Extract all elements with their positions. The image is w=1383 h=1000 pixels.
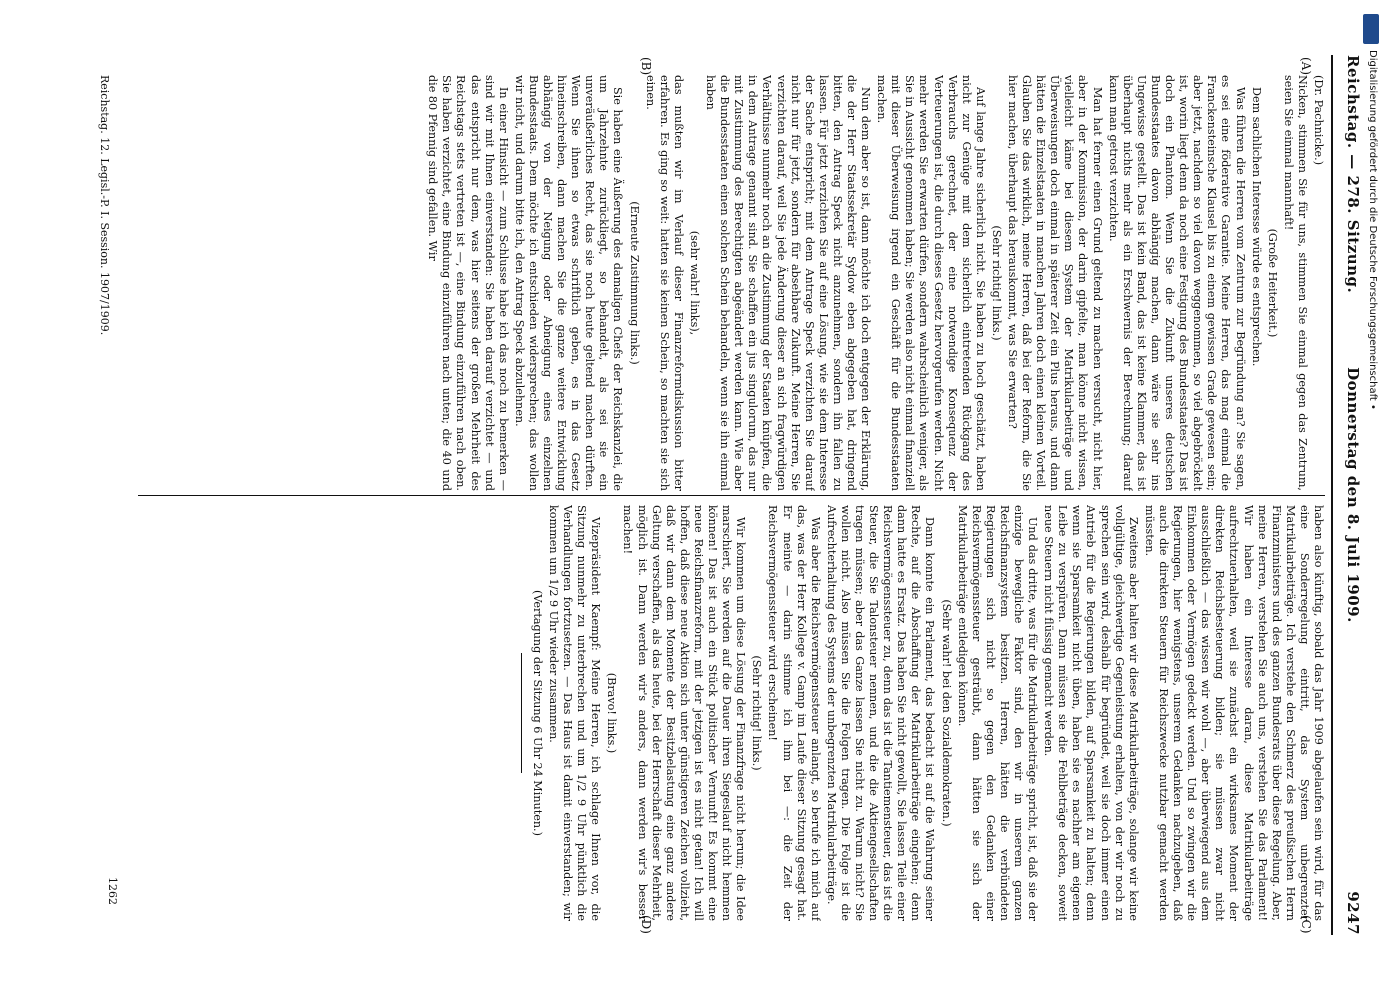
interjection: (Sehr richtig! links.) — [750, 655, 764, 771]
margin-letter-b: (B) — [639, 57, 653, 76]
header-session: Reichstag. — 278. Sitzung. — [1344, 55, 1362, 294]
interjection: (sehr wahr! links), — [687, 230, 701, 336]
interjection: (Sehr richtig! links.) — [989, 225, 1003, 341]
margin-letter-c: (C) — [1299, 915, 1313, 934]
column-divider — [138, 495, 1325, 496]
page-number: 9247 — [1344, 891, 1362, 935]
paragraph: Zweitens aber halten wir diese Matrikularbeiträge, solange wir keine vollgültige, gleichwertige Gegenleistung erhalten, von der wir noch zu sprechen sein wird, deshalb für begründet, weil sie doch immer einen Antrieb für die Regierungen bilden, auf Sparsamkeit zu halten; denn wenn sie Sparsamkeit nicht üben, haben sie es nachher am eigenen Leibe zu verspüren. Dann müssen sie die Fehlbeträge decken, soweit neue Steuern nicht flüssig gemacht werden. — [1042, 505, 1140, 921]
paragraph: Nicken, stimmen Sie für uns, stimmen Sie einmal gegen das Zentrum, seien Sie einmal mannhaft! — [1281, 75, 1309, 491]
paragraph: haben also künftig, sobald das Jahr 1909 abgelaufen sein wird, für das eine Sonderregelung eintritt, das System unbegrenzter Matrikularbeiträge. Ich verstehe den Schmerz des preußischen Herrn Finanzministers und des ganzen Bundesrats über diese Regelung. Aber, meine Herren, verstehen Sie auch uns, verstehen Sie das Parlament! Wir haben ein Interesse daran, diese Matrikularbeiträge aufrechtzuerhalten, weil sie zunächst ein wirksames Moment der direkten Reichsbesteuerung bilden; sie müssen zwar nicht ausschließlich — das wissen wir wohl —, aber überwiegend aus dem Einkommen oder Vermögen gedeckt werden. Und so zwingen wir die Regierungen, hier wenigstens, unserem Gedanken nachzugeben, daß auch die direkten Steuern für Reichszwecke nutzbar gemacht werden müssten. — [1142, 505, 1325, 921]
paragraph: Was führen die Herren vom Zentrum zur Begründung an? Sie sagen, es sei eine föderative Garantie. Meine Herren, das mag einmal die Franckensteinsche Klausel bis zu einem gewissen Grade gewesen sein; aber jetzt, nachdem so viel davon weggenommen, so viel abgebröckelt ist, worin liegt denn da noch eine Festigung des Bundesstaates? Das ist doch ein Phantom. Wenn Sie die Zukunft unseres deutschen Bundesstaates davon abhängig machen, dann wäre sie sehr ins Ungewisse gestellt. Das ist kein Band, das ist keine Klammer, das ist überhaupt nichts mehr als ein Erschwernis der Berechnung; darauf kann man getrost verzichten. — [1106, 75, 1247, 491]
paragraph: Dann konnte ein Parlament, das bedacht ist auf die Wahrung seiner Rechte, auf die Abschaffung der Matrikularbeiträge eingehen; denn dann hatte es Ersatz. Das haben Sie nicht gewollt, Sie lassen Teile einer Reichsvermögenssteuer zu, denn das ist die Tantiemensteuer, das ist die Steuer, die Sie Talonsteuer nennen, und die die Aktiengesellschaften tragen müssen; aber das Ganze lassen Sie nicht zu. Warum nicht? Sie wollen nicht. Also müssen Sie die Folgen tragen. Die Folge ist die Aufrechterhaltung des Systems der unbegrenzten Matrikularbeiträge. — [824, 505, 937, 921]
paragraph: Dem sachlichen Interesse würde es entsprechen. — [1249, 87, 1263, 367]
speaker-tag: (Dr. Pachnicke.) — [1312, 75, 1325, 166]
paragraph: In einer Hinsicht — zum Schlusse habe ich das noch zu bemerken — sind wir mit Ihnen einverstanden: Sie haben darauf verzichtet — und das entspricht nur dem, was hier seitens der großen Mehrheit des Reichstags stets vertreten ist —, eine Bindung einzuführen nach oben. Sie haben verzichtet, eine Bindung einzuführen nach unten; die 40 und die 80 Pfennig sind gefallen. Wir — [426, 75, 510, 491]
rotated-page — [98, 55, 1373, 935]
digitization-notice-text: Digitalisierung gefördert durch die Deutsche Forschungsgemeinschaft • — [1367, 50, 1378, 410]
header-date: Donnerstag den 8. Juli 1909. — [1344, 367, 1362, 623]
margin-letter-d: (D) — [639, 915, 653, 934]
right-column — [118, 505, 1325, 921]
adjournment-note: (Vertagung der Sitzung 6 Uhr 24 Minuten.) — [530, 590, 544, 836]
left-column — [118, 75, 1325, 491]
paragraph: Nun dem aber so ist, dann möchte ich doch entgegen der Erklärung, die der Herr Staatssekretär Sydow eben abgegeben hat, dringend bitten, den Antrag Speck nicht anzunehmen, sondern ihn fallen zu lassen. Für jetzt verzichten Sie auf eine Lösung, wie sie dem Interesse der Sache entspricht; mit dem Antrage Speck verzichten Sie darauf nicht nur für jetzt, sondern für absehbare Zukunft. Meine Herren, Sie verzichten darauf, weil Sie jede Änderung dieser an sich fragwürdigen Verhältnisse nunmehr noch an die Zustimmung der Staaten knüpfen, die in dem Antrage genannt sind. Sie schaffen ein jus singulorum, das nur mit Zustimmung des Berechtigten abgeändert werden kann. Wie aber die Bundesstaaten einen solchen Schein behandeln, wenn sie ihn einmal haben — [704, 75, 873, 491]
paragraph: Auf lange Jahre sicherlich nicht. Sie haben zu hoch geschätzt, haben nicht zur Genüge mit dem sicherlich eintretenden Rückgang des Verbrauchs gerechnet, der eine notwendige Konsequenz der Verteuerungen ist, die durch dieses Gesetz hervorgerufen werden. Nicht mehr werden Sie erwarten dürfen, sondern wahrscheinlich weniger, als Sie in Aussicht genommen haben; Sie werden also nicht einmal finanziell mit dieser Überweisung irgend ein Geschäft für die Bundesstaaten machen. — [875, 75, 987, 491]
paragraph: Wir kommen um diese Lösung der Finanzfrage nicht herum; die Idee marschiert, Sie werden auf die Dauer ihren Siegeslauf nicht hemmen können! Das ist auch ein Stück politischer Vernunft! Es kommt eine neue Reichsfinanzreform, mit der jetzigen ist es nicht getan! Ich will hoffen, daß diese neue Aktion sich unter günstigeren Zeichen vollzieht, daß wir dann dem Momente der Besitzbelastung eine ganz andere Geltung verschaffen, als das heute, bei der Herrschaft dieser Mehrheit, möglich ist. Dann werden wir's anders, dann werden wir's besser machen! — [621, 505, 748, 921]
paragraph: Vizepräsident Kaempf: Meine Herren, ich schlage Ihnen vor, die Sitzung nunmehr zu unterbrechen und um 1/2 9 Uhr pünktlich die Verhandlungen fortzusetzen. — Das Haus ist damit einverstanden; wir kommen um 1/2 9 Uhr wieder zusammen. — [547, 505, 603, 921]
signature-folio: 1262 — [106, 877, 119, 905]
paragraph: das mußten wir im Verlauf dieser Finanzreformdiskussion bitter erfahren. Es ging so weit: hatten sie keinen Schein, so machten sie sich einen. — [643, 75, 685, 491]
paragraph: Man hat ferner einen Grund geltend zu machen versucht, nicht hier, aber in der Kommission, der darin gipfelte, man könne nicht wissen, vielleicht käme bei diesem System der Matrikularbeiträge und Überweisungen doch einmal in späterer Zeit ein Plus heraus, und dann hätten die Einzelstaaten in manchen Jahren doch einen kleinen Vorteil. Glauben Sie das wirklich, meine Herren, daß bei der Reform, die Sie hier machen, überhaupt das herauskommt, was Sie erwarten? — [1006, 75, 1104, 491]
digitization-notice — [1362, 10, 1380, 990]
page-footer: Reichstag. 12. Legisl.-P. I. Session. 1907/1909. — [98, 75, 111, 336]
interjection: (Große Heiterkeit.) — [1265, 228, 1279, 338]
paragraph: Was aber die Reichsvermögenssteuer anlangt, so berufe ich mich auf das, was der Herr Kollege v. Gamp im Laufe dieser Sitzung gesagt hat. Er meinte — darin stimme ich ihm bei —: die Zeit der Reichsvermögenssteuer wird erscheinen! — [766, 505, 822, 921]
paragraph: Sie haben eine Äußerung des damaligen Chefs der Reichskanzlei, die um Jahrzehnte zurückliegt, so behandelt, als sei sie ein unveräußerliches Recht, das sie noch heute geltend machen dürften. Wenn Sie ihnen so etwas schriftlich geben, es in das Gesetz hineinschreiben, dann machen Sie die ganze weitere Entwicklung abhängig von der Neigung oder Abneigung eines einzelnen Bundesstaats. Dem möchte ich entschieden widersprechen; das wollen wir nicht, und darum bitte ich, den Antrag Speck abzulehnen. — [512, 75, 625, 491]
separator-rule — [521, 653, 522, 773]
paragraph: Und das dritte, was für die Matrikularbeiträge spricht, ist, daß sie der einzige bewegliche Faktor sind, den wir in unserem ganzen Reichsfinanzsystem besitzen. Herren, hätten die verbündeten Regierungen sich nicht so gegen den Gedanken einer Reichsvermögenssteuer gesträubt, dann hätten sie sich der Matrikularbeiträge entledigen können. — [955, 505, 1040, 921]
interjection: (Erneute Zustimmung links.) — [627, 201, 641, 365]
interjection: (Sehr wahr! bei den Sozialdemokraten.) — [939, 599, 953, 827]
margin-letter-a: (A) — [1299, 57, 1313, 76]
interjection: (Bravo! links.) — [605, 672, 619, 754]
